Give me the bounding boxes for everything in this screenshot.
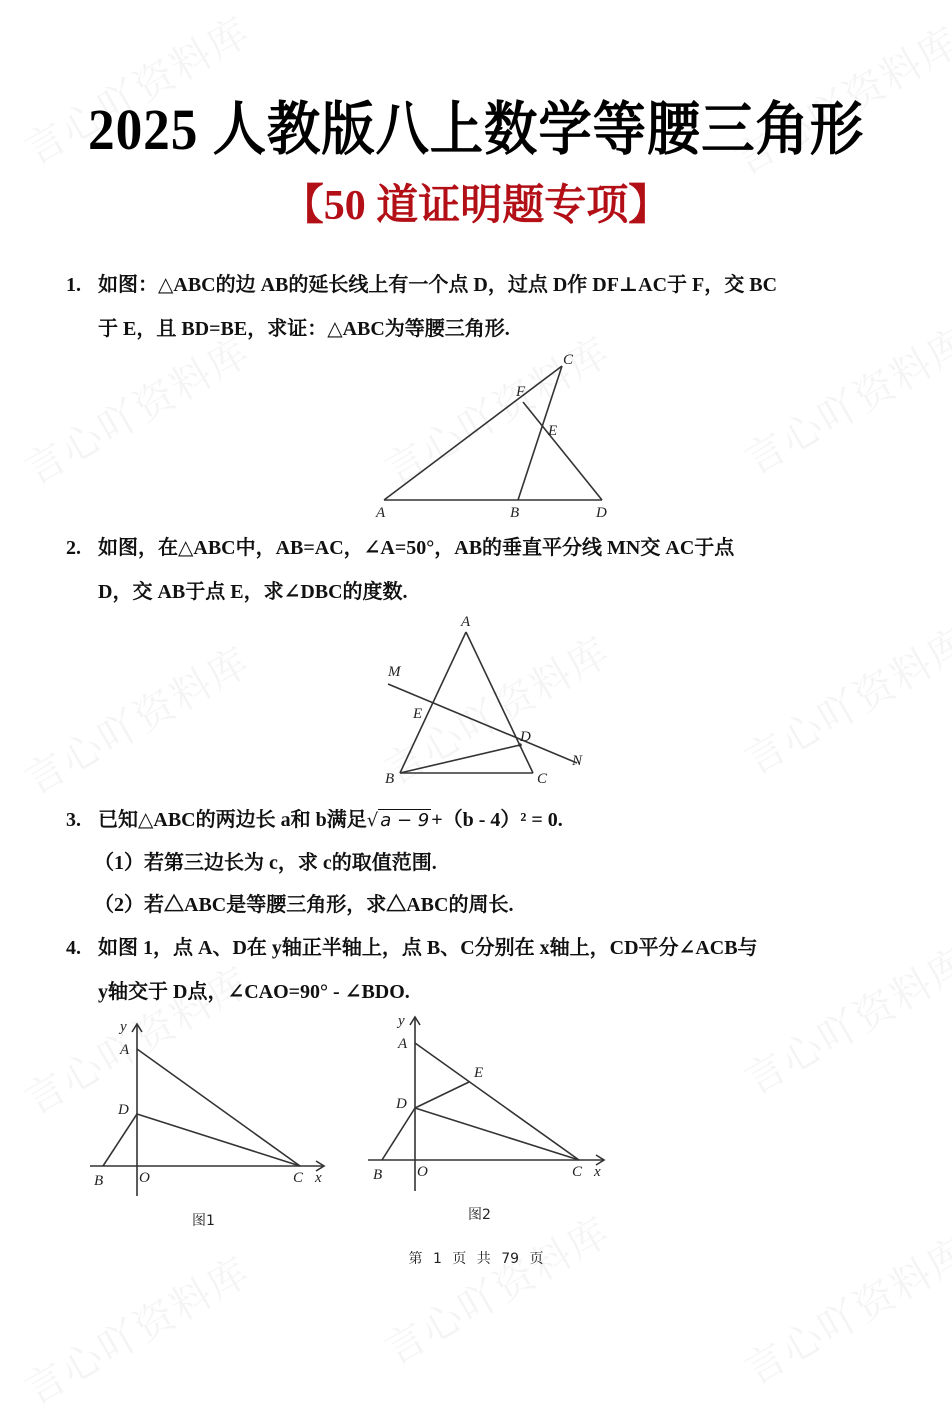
point-label-d: D bbox=[596, 505, 607, 521]
point-label-b: B bbox=[510, 505, 520, 521]
point-label-d: D bbox=[396, 1096, 407, 1112]
point-label-n: N bbox=[572, 753, 583, 769]
question-number: 3. bbox=[66, 809, 81, 831]
figure-q1 bbox=[370, 350, 620, 525]
page-footer: 第 1 页 共 79 页 bbox=[408, 1251, 544, 1267]
point-label-b: B bbox=[385, 771, 395, 787]
origin-label: O bbox=[139, 1170, 150, 1186]
point-label-m: M bbox=[388, 664, 401, 680]
question-2 bbox=[66, 526, 896, 614]
point-label-b: B bbox=[373, 1167, 383, 1183]
question-3-part-2: （2）若△ABC是等腰三角形，求△ABC的周长. bbox=[94, 894, 514, 916]
figure-q4-2 bbox=[360, 1005, 620, 1230]
point-label-f: F bbox=[516, 384, 526, 400]
point-label-a: A bbox=[398, 1036, 408, 1052]
figure-q4-1 bbox=[80, 1010, 340, 1235]
point-label-c: C bbox=[563, 352, 574, 368]
question-text: 如图，在△ABC中，AB=AC，∠A=50°，AB的垂直平分线 MN交 AC于点 bbox=[98, 537, 735, 559]
question-number: 1. bbox=[66, 274, 81, 296]
question-3-part-1: （1）若第三边长为 c，求 c的取值范围. bbox=[94, 852, 437, 874]
question-4 bbox=[66, 926, 896, 1014]
question-1 bbox=[66, 263, 896, 351]
watermark bbox=[733, 611, 952, 786]
question-text: 如图：△ABC的边 AB的延长线上有一个点 D，过点 D作 DF⊥AC于 F，交 BC bbox=[98, 274, 778, 296]
question-text: +（b - 4）² = 0. bbox=[431, 809, 563, 831]
figure-q2 bbox=[375, 608, 600, 793]
question-text: y轴交于 D点，∠CAO=90° - ∠BDO. bbox=[98, 981, 410, 1003]
question-number: 2. bbox=[66, 537, 81, 559]
point-label-a: A bbox=[376, 505, 386, 521]
question-text: 已知△ABC的两边长 a和 b满足 bbox=[98, 809, 367, 831]
point-label-d: D bbox=[520, 729, 531, 745]
point-label-c: C bbox=[293, 1170, 304, 1186]
point-label-a: A bbox=[120, 1042, 130, 1058]
axis-label-y: y bbox=[398, 1013, 405, 1029]
question-text: 于 E，且 BD=BE，求证：△ABC为等腰三角形. bbox=[98, 318, 510, 340]
question-text: D，交 AB于点 E，求∠DBC的度数. bbox=[98, 581, 408, 603]
question-number: 4. bbox=[66, 937, 81, 959]
figure-caption: 图1 bbox=[192, 1213, 215, 1229]
point-label-b: B bbox=[94, 1173, 104, 1189]
page-title: 2025 人教版八上数学等腰三角形 bbox=[87, 97, 865, 162]
origin-label: O bbox=[417, 1164, 428, 1180]
point-label-e: E bbox=[474, 1065, 484, 1081]
question-3 bbox=[66, 798, 896, 843]
point-label-d: D bbox=[118, 1102, 129, 1118]
sqrt-expression: √ a − 9 bbox=[366, 810, 430, 831]
axis-label-x: x bbox=[594, 1164, 601, 1180]
figure-caption: 图2 bbox=[468, 1207, 491, 1223]
point-label-a: A bbox=[461, 614, 471, 630]
point-label-e: E bbox=[413, 706, 423, 722]
axis-label-x: x bbox=[315, 1170, 322, 1186]
watermark bbox=[13, 631, 260, 806]
point-label-c: C bbox=[572, 1164, 583, 1180]
point-label-c: C bbox=[537, 771, 548, 787]
point-label-e: E bbox=[548, 423, 558, 439]
page-subtitle: 【50 道证明题专项】 bbox=[281, 183, 671, 229]
question-text: 如图 1，点 A、D在 y轴正半轴上，点 B、C分别在 x轴上，CD平分∠ACB与 bbox=[98, 937, 758, 959]
axis-label-y: y bbox=[120, 1019, 127, 1035]
